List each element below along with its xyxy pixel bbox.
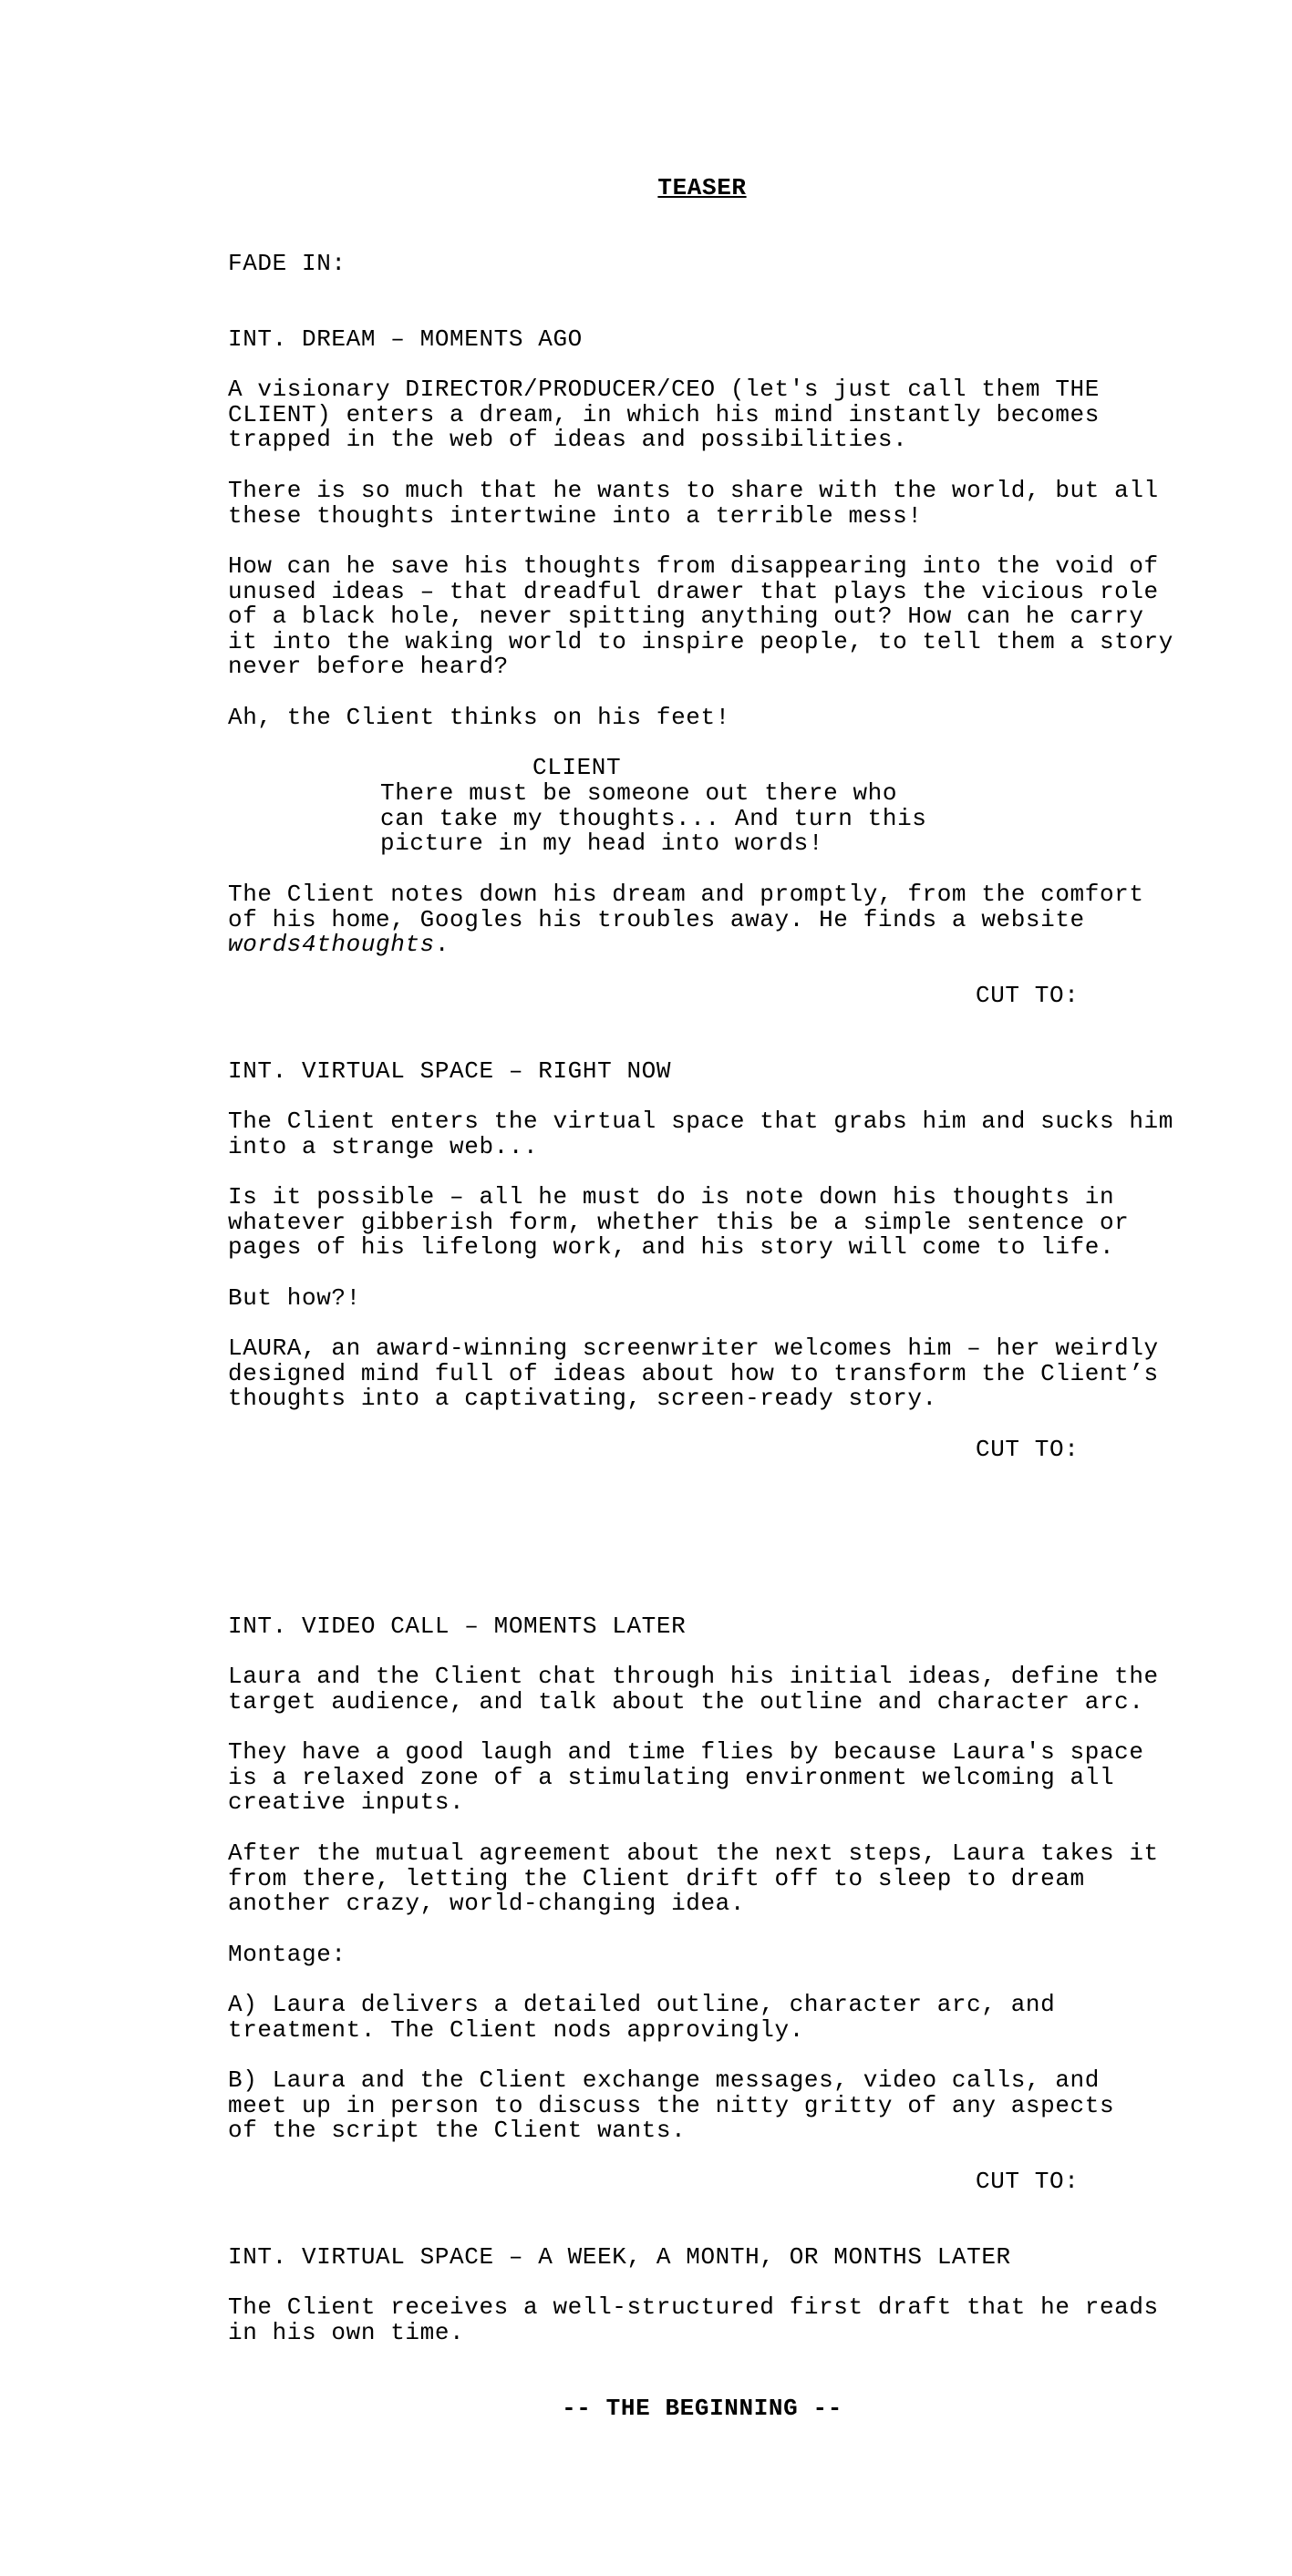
- scene-heading-dream: INT. DREAM – MOMENTS AGO: [228, 325, 583, 353]
- scene-heading-virtual-space: INT. VIRTUAL SPACE – RIGHT NOW: [228, 1057, 672, 1085]
- action-paragraph: Is it possible – all he must do is note down his thoughts in whatever gibberish form, whether this be a simple sentence or pages of his lifelong work, and his story will come to life.: [228, 1183, 1130, 1261]
- action-paragraph: LAURA, an award-winning screenwriter welcomes him – her weirdly designed mind full of ideas about how to transform the Client’s thoughts into a captivating, screen-ready story.: [228, 1334, 1159, 1412]
- action-paragraph: Laura and the Client chat through his initial ideas, define the target audience, and talk about the outline and character arc.: [228, 1663, 1159, 1716]
- action-paragraph: A visionary DIRECTOR/PRODUCER/CEO (let's just call them THE CLIENT) enters a dream, in which his mind instantly becomes trapped in the web of ideas and possibilities.: [228, 376, 1100, 453]
- action-paragraph: [228, 882, 1185, 958]
- action-paragraph: There is so much that he wants to share with the world, but all these thoughts intertwine into a terrible mess!: [228, 477, 1159, 530]
- action-paragraph: B) Laura and the Client exchange messages, video calls, and meet up in person to discuss the nitty gritty of any aspects of the script the Client wants.: [228, 2066, 1115, 2144]
- action-paragraph: After the mutual agreement about the next steps, Laura takes it from there, letting the Client drift off to sleep to dream another crazy, world-changing idea.: [228, 1839, 1159, 1917]
- cut-to-transition: CUT TO:: [976, 2168, 1080, 2195]
- fade-in-transition: FADE IN:: [228, 250, 346, 277]
- cut-to-transition: CUT TO:: [976, 1436, 1080, 1463]
- dialogue: There must be someone out there who can take my thoughts... And turn this picture in my head into words!: [380, 779, 927, 857]
- action-paragraph: They have a good laugh and time flies by because Laura's space is a relaxed zone of a stimulating environment welcoming all creative inputs.: [228, 1738, 1144, 1816]
- website-name: words4thoughts: [228, 931, 435, 958]
- action-paragraph: A) Laura delivers a detailed outline, character arc, and treatment. The Client nods approvingly.: [228, 1991, 1056, 2044]
- action-paragraph: Montage:: [228, 1941, 346, 1968]
- action-paragraph: The Client enters the virtual space that grabs him and sucks him into a strange web...: [228, 1108, 1173, 1160]
- page-title: TEASER: [657, 174, 747, 201]
- scene-heading-video-call: INT. VIDEO CALL – MOMENTS LATER: [228, 1613, 687, 1640]
- action-text-end: .: [434, 931, 450, 958]
- action-paragraph: Ah, the Client thinks on his feet!: [228, 704, 730, 731]
- scene-heading-later: INT. VIRTUAL SPACE – A WEEK, A MONTH, OR MONTHS LATER: [228, 2243, 1011, 2271]
- action-paragraph: How can he save his thoughts from disappearing into the void of unused ideas – that dreadful drawer that plays the vicious role of a black hole, never spitting anything out? How can he carry it into the waking world to inspire people, to tell them a story never before heard?: [228, 552, 1173, 680]
- action-text: The Client notes down his dream and promptly, from the comfort of his home, Googles his troubles away. He finds a website: [228, 881, 1144, 933]
- action-paragraph: The Client receives a well-structured first draft that he reads in his own time.: [228, 2293, 1159, 2346]
- cut-to-transition: CUT TO:: [976, 982, 1080, 1009]
- character-name: CLIENT: [532, 754, 622, 781]
- ending-title: -- THE BEGINNING --: [562, 2395, 842, 2422]
- action-paragraph: But how?!: [228, 1284, 361, 1312]
